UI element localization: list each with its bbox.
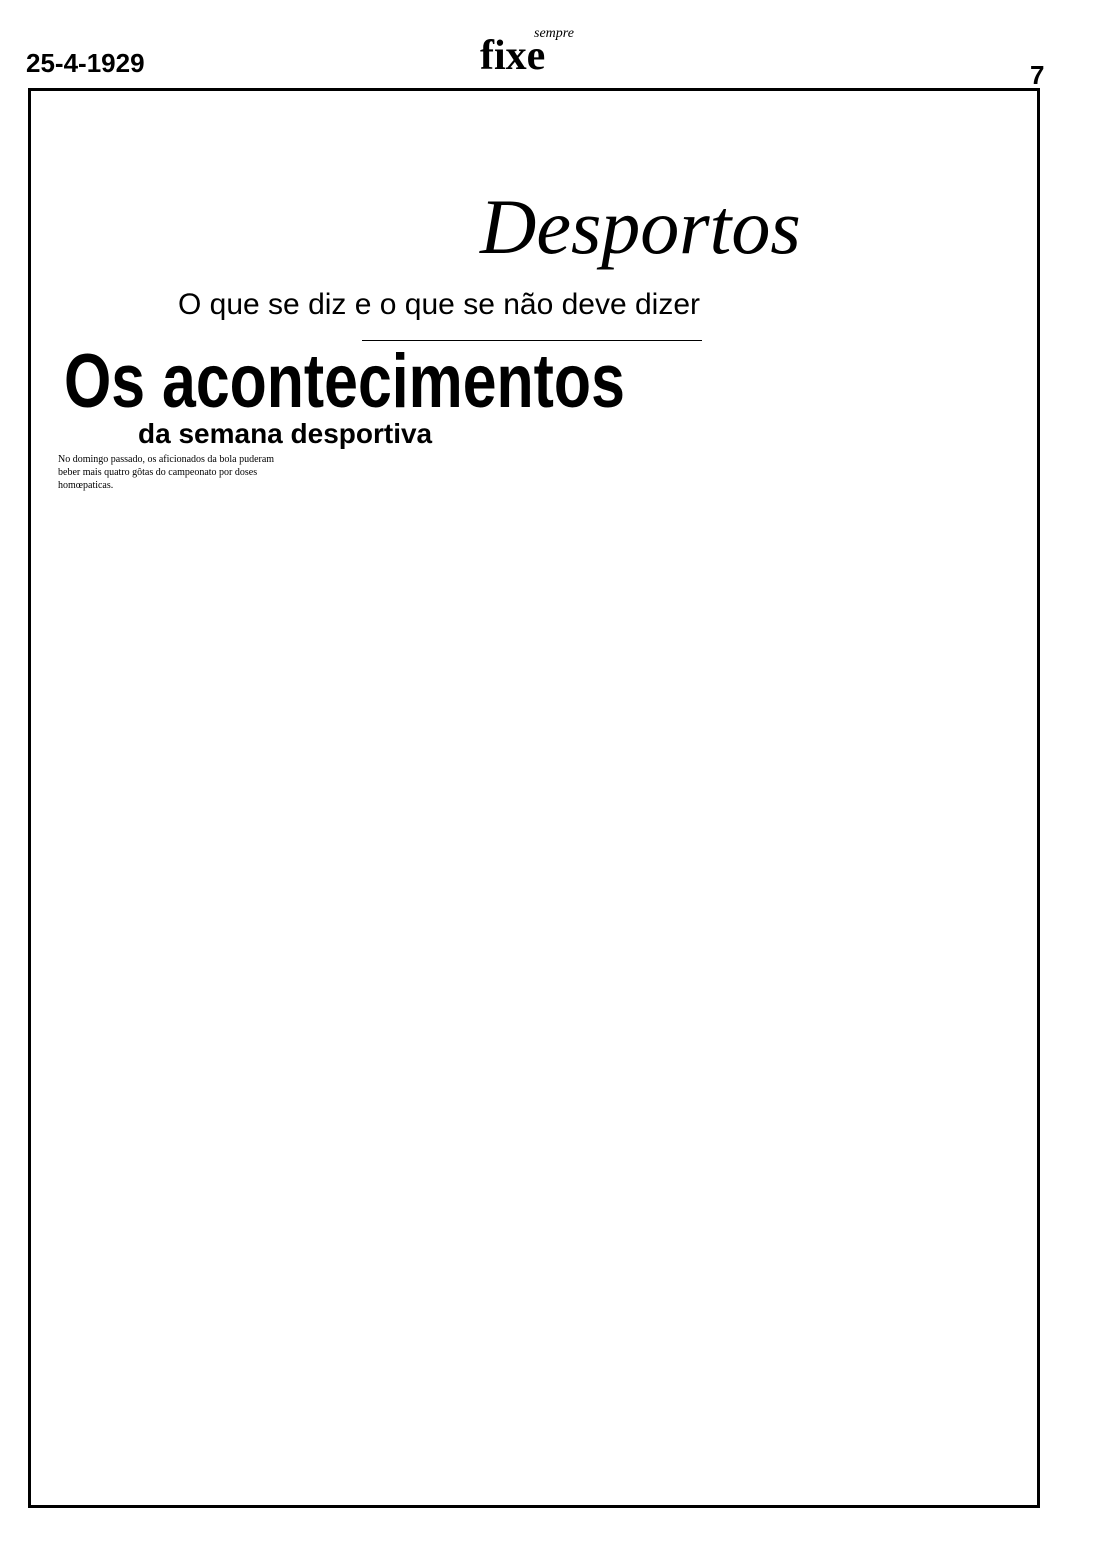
section-tagline: O que se diz e o que se não deve dizer	[178, 288, 701, 321]
page-number: 7	[1030, 60, 1045, 90]
article-subheadline: da semana desportiva	[138, 418, 433, 449]
column-1	[58, 444, 276, 502]
paragraph: No domingo passado, os aficionados da bola puderam beber mais quatro gôtas do campeonato por doses homœpaticas.	[58, 454, 275, 491]
logo-small-text: sempre	[534, 26, 574, 41]
logo-text: fixe	[480, 33, 546, 79]
issue-date: 25-4-1929	[26, 48, 145, 78]
article-headline: Os acontecimentos	[64, 339, 625, 424]
section-title: Desportos	[480, 183, 801, 270]
magazine-logo	[480, 26, 574, 80]
